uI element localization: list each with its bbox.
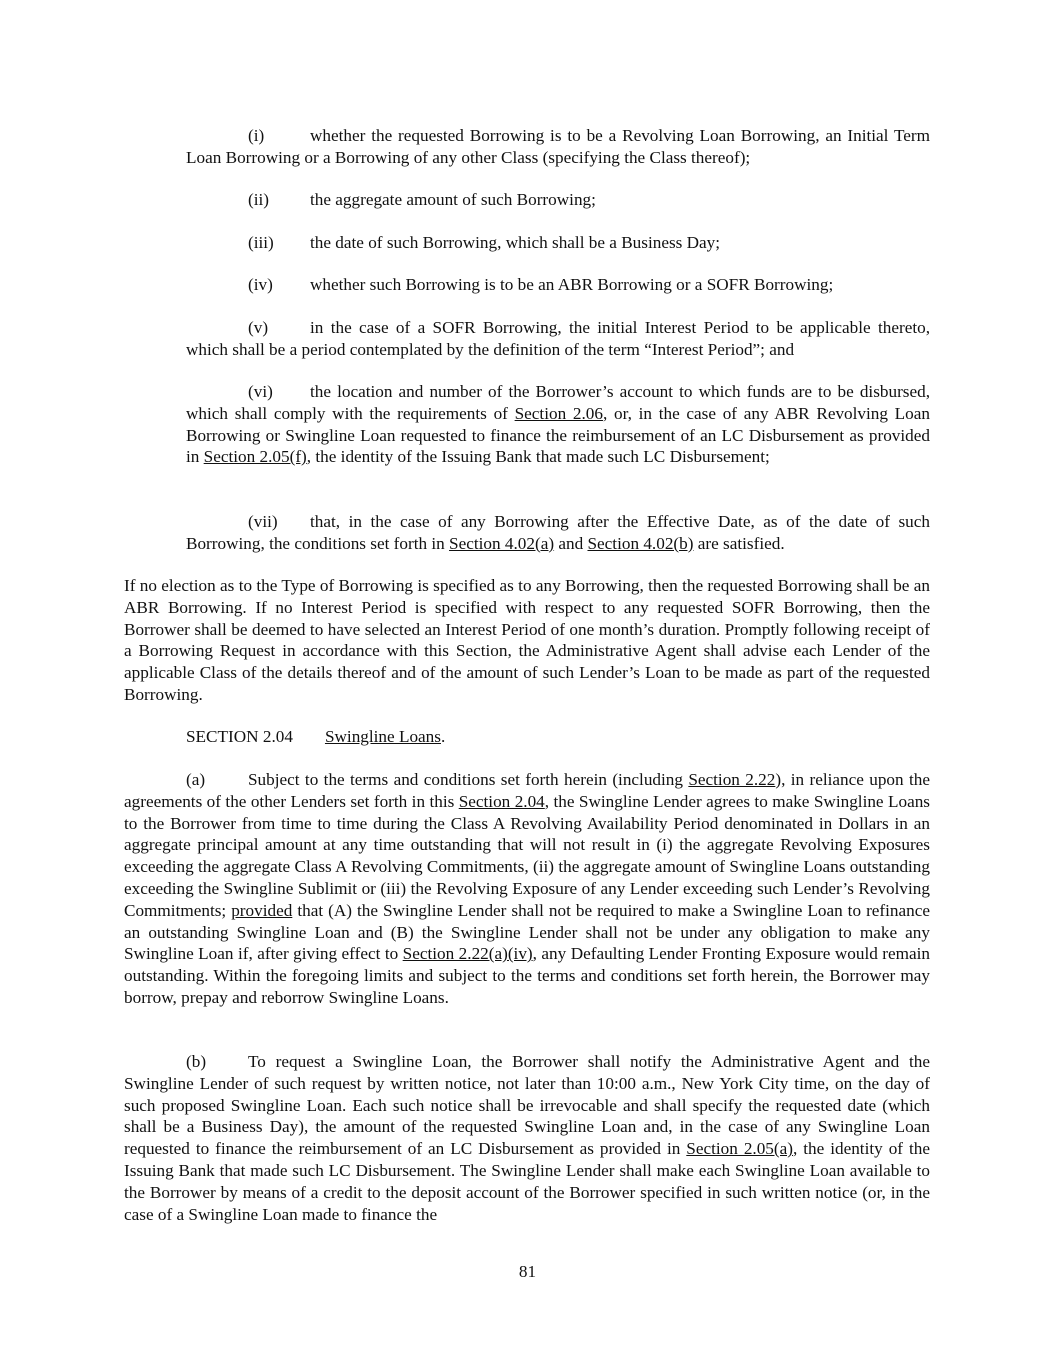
section-reference-link[interactable]: Section 2.04 — [458, 791, 545, 811]
page-number: 81 — [518, 1262, 537, 1281]
list-item — [186, 189, 930, 211]
heading-underline-gap — [293, 726, 325, 748]
section-title: Swingline Loans — [324, 727, 441, 746]
list-item — [186, 274, 930, 296]
section-reference-link[interactable]: Section 2.22(a)(iv) — [402, 944, 533, 964]
section-number: SECTION 2.04 — [186, 727, 293, 746]
provided-term: provided — [231, 900, 293, 920]
item-number: (ii) — [248, 190, 269, 209]
section-heading: SECTION 2.04 Swingline Loans. — [186, 727, 446, 746]
list-item — [186, 317, 930, 361]
body-paragraph: If no election as to the Type of Borrowing is specified as to any Borrowing, then the requested Borrowing shall be an ABR Borrowing. If no Interest Period is specified with respect to any requested SOFR Borrowing, then the Borrower shall be deemed to have selected an Interest Period of one month’s duration. Promptly following receipt of a Borrowing Request in accordance with this Section, the Administrative Agent shall advise each Lender of the applicable Class of the details thereof and of the amount of such Lender’s Loan to be made as part of the requested Borrowing. — [124, 576, 930, 704]
item-text: the date of such Borrowing, which shall be a Business Day; — [310, 233, 721, 252]
section-reference-link[interactable]: Section 2.05(a) — [686, 1139, 793, 1159]
paragraph-number: (b) — [186, 1052, 207, 1071]
item-text: in the case of a SOFR Borrowing, the initial Interest Period to be applicable thereto, which shall be a period contemplated by the definition of the term “Interest Period”; and — [186, 318, 930, 359]
section-reference-link[interactable]: Section 4.02(a) — [449, 533, 555, 553]
section-reference-link[interactable]: Section 4.02(b) — [587, 533, 694, 553]
body-paragraph: (b) To request a Swingline Loan, the Borrower shall notify the Administrative Agent and the Swingline Lender of such request by written notice, not later than 10:00 a.m., New York City time, on the day of such proposed Swingline Loan. Each such notice shall be irrevocable and shall specify the requested date (which shall be a Business Day), the amount of the requested Swingline Loan and, in the case of any Swingline Loan requested to finance the reimbursement of an LC Disbursement as provided in Section 2.05(a), the identity of the Issuing Bank that made such LC Disbursement. The Swingline Lender shall make each Swingline Loan available to the Borrower by means of a credit to the deposit account of the Borrower specified in such written notice (or, in the case of a Swingline Loan made to finance the — [124, 1052, 930, 1224]
item-number: (v) — [248, 318, 269, 337]
body-paragraph: (a) Subject to the terms and conditions set forth herein (including Section 2.22), in reliance upon the agreements of the other Lenders set forth in this Section 2.04, the Swingline Lender agrees to make Swingline Loans to the Borrower from time to time during the Class A Revolving Availability Period denominated in Dollars in an aggregate principal amount at any time outstanding that will not result in (i) the aggregate Revolving Exposures exceeding the aggregate Class A Revolving Commitments, (ii) the aggregate amount of Swingline Loans outstanding exceeding the Swingline Sublimit or (iii) the Revolving Exposure of any Lender exceeding such Lender’s Revolving Commitments; provided that (A) the Swingline Lender shall not be required to make a Swingline Loan to refinance an outstanding Swingline Loan and (B) the Swingline Lender shall not be under any obligation to make any Swingline Loan if, after giving effect to Section 2.22(a)(iv), any Defaulting Lender Fronting Exposure would remain outstanding. Within the foregoing limits and subject to the terms and conditions set forth herein, the Borrower may borrow, prepay and reborrow Swingline Loans. — [124, 770, 931, 1007]
list-item: (vi) the location and number of the Borrower’s account to which funds are to be disbursed, which shall comply with the requirements of Section 2.06, or, in the case of any ABR Revolving Loan Borrowing or Swingline Loan requested to finance the reimbursement of an LC Disbursement as provided in Section 2.05(f), the identity of the Issuing Bank that made such LC Disbursement; — [186, 382, 930, 467]
item-text: the aggregate amount of such Borrowing; — [310, 190, 596, 209]
list-item — [186, 232, 930, 254]
item-number: (vi) — [248, 382, 273, 401]
item-number: (iv) — [248, 275, 273, 294]
list-item: (vii) that, in the case of any Borrowing after the Effective Date, as of the date of such Borrowing, the conditions set forth in Section 4.02(a) and Section 4.02(b) are satisfied. — [186, 512, 930, 553]
item-number: (vii) — [248, 512, 278, 531]
item-text: whether such Borrowing is to be an ABR Borrowing or a SOFR Borrowing; — [310, 275, 834, 294]
section-reference-link[interactable]: Section 2.06 — [514, 403, 603, 423]
section-reference-link[interactable]: Section 2.05(f) — [203, 447, 307, 467]
section-reference-link[interactable]: Section 2.22 — [688, 770, 776, 789]
item-number: (i) — [248, 126, 265, 145]
paragraph-number: (a) — [186, 770, 206, 789]
list-item — [186, 125, 930, 169]
item-number: (iii) — [248, 233, 274, 252]
item-text: whether the requested Borrowing is to be a Revolving Loan Borrowing, an Initial Term Loan Borrowing or a Borrowing of any other Class (specifying the Class thereof); — [186, 126, 930, 167]
